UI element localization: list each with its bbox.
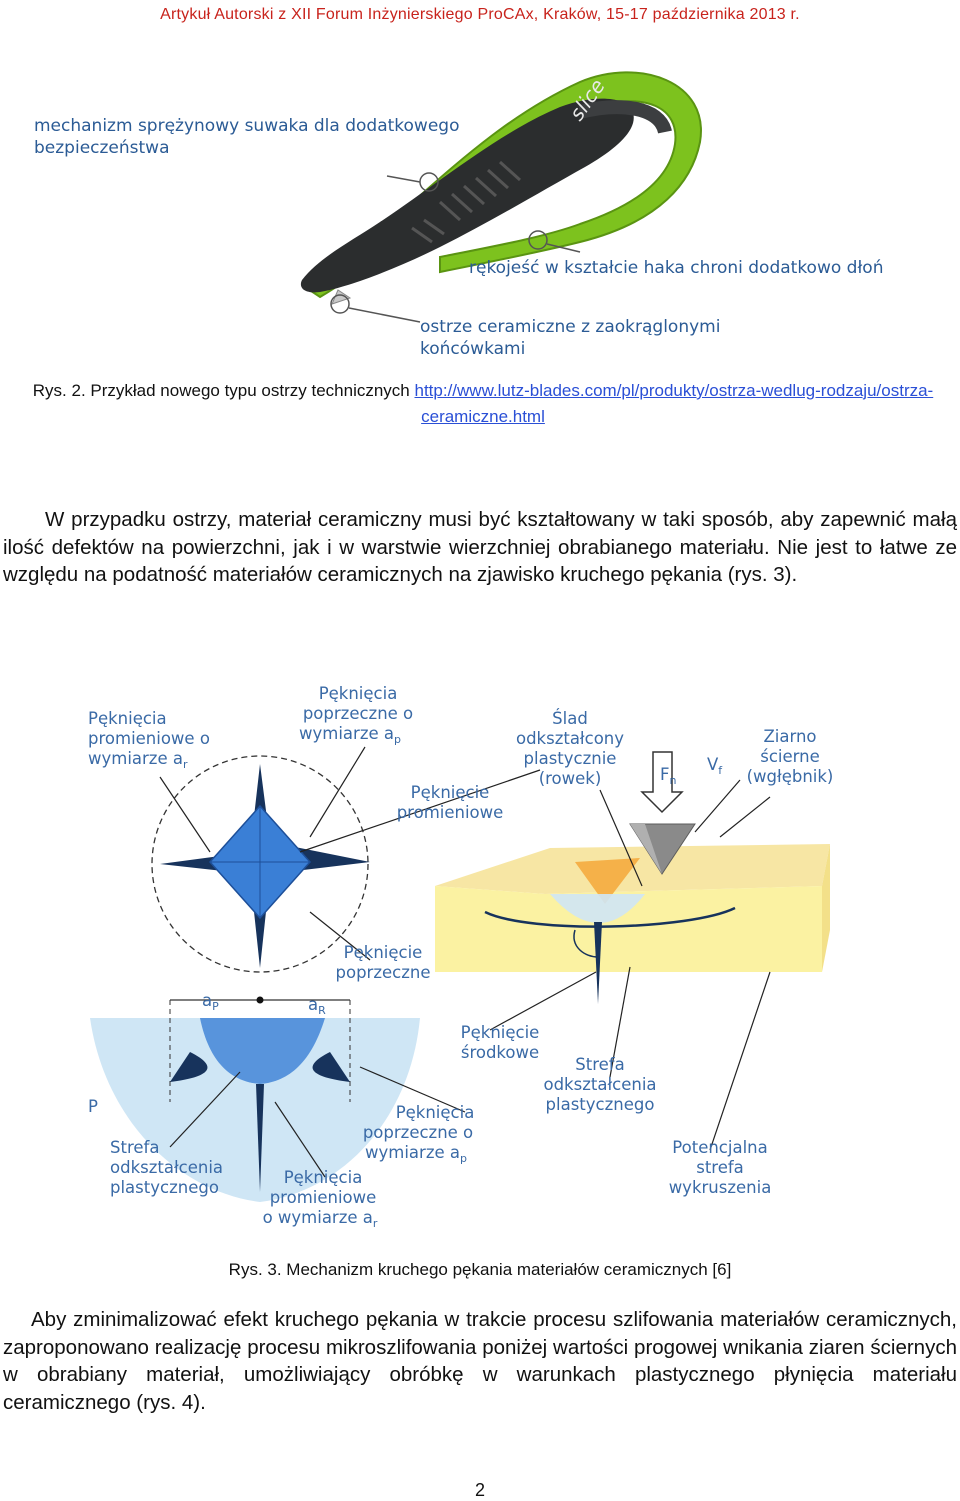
label-radial-cracks-ar: Pęknięcia promieniowe o wymiarze $a_r$ <box>88 709 210 771</box>
figure-3-caption: Rys. 3. Mechanizm kruchego pękania materiałów ceramicznych [6] <box>228 1260 732 1279</box>
label-transverse-cracks-ap: Pęknięcia poprzeczne o wymiarze $a_p$ <box>299 684 414 746</box>
running-header: Artykuł Autorski z XII Forum Inżynierskiego ProCAx, Kraków, 15-17 października 2013 r. <box>160 6 800 23</box>
workpiece-top <box>435 844 830 894</box>
source-link[interactable]: http://www.lutz-blades.com/pl/produkty/ostrza-wedlug-rodzaju/ostrza-ceramiczne.html <box>414 381 934 426</box>
figure-2-caption: Rys. 2. Przykład nowego typu ostrzy technicznych http://www.lutz-blades.com/pl/produkty/ostrza-wedlug-rodzaju/ostrza-ceramiczne.html <box>32 381 934 426</box>
label-force: $F_n$ <box>660 765 677 787</box>
brand-logo: slice <box>564 74 610 125</box>
label-radial-cracks-ar-bottom: Pęknięcia promieniowe o wymiarze $a_r$ <box>262 1168 378 1230</box>
label-dim-ap: $a_P$ <box>202 991 219 1013</box>
paragraph-microgrinding: Aby zminimalizować efekt kruchego pękania w trakcie procesu szlifowania materiałów ceramicznych, zaproponowano realizację procesu mikroszlifowania poniżej wartości progowej wnikania ziaren ściernych w obrabiany materiał, umożliwiający obróbkę w warunkach plastycznego płynięcia materiału ceramicznego (rys. 4). <box>3 1308 957 1414</box>
label-ceramic-blade-2: końcówkami <box>420 339 526 359</box>
label-ceramic-blade: ostrze ceramiczne z zaokrąglonymi <box>420 317 721 337</box>
figure-ceramic-knife <box>20 52 940 362</box>
label-plastic-trace: Ślad odkształcony plastycznie (rowek) <box>515 709 625 788</box>
label-p-marker: P <box>88 1097 98 1116</box>
indent-point-marker <box>257 997 264 1004</box>
label-transverse-cracks-ap-bottom: Pęknięcia poprzeczne o wymiarze $a_p$ <box>362 1103 475 1165</box>
label-transverse-crack: Pęknięcie poprzeczne <box>335 943 431 982</box>
label-radial-crack: Pęknięcie promieniowe <box>396 783 504 822</box>
figure-brittle-fracture <box>70 672 890 1240</box>
label-plastic-zone-left: Strefa odkształcenia plastycznego <box>110 1138 224 1197</box>
label-median-crack: Pęknięcie środkowe <box>460 1023 540 1062</box>
label-dim-ar: $a_R$ <box>308 995 326 1017</box>
label-spring-mechanism-2: bezpieczeństwa <box>34 138 170 158</box>
label-velocity: $V_f$ <box>707 755 723 777</box>
label-chipping-zone: Potencjalna strefa wykruszenia <box>668 1138 772 1197</box>
paragraph-blade-shaping: W przypadku ostrzy, materiał ceramiczny musi być kształtowany w taki sposób, aby zapewnić małą ilość defektów na powierzchni, jak i w warstwie wierzchniej obrabianego materiału. Nie jest to łatwe ze względu na podatność materiałów ceramicznych na zjawisko kruchego pękania (rys. 3). <box>3 508 957 586</box>
page-number: 2 <box>474 1480 485 1500</box>
label-hook-handle: rękojeść w kształcie haka chroni dodatkowo dłoń <box>469 258 884 278</box>
label-abrasive-grain: Ziarno ścierne (wgłębnik) <box>746 727 834 786</box>
label-plastic-zone-right: Strefa odkształcenia plastycznego <box>543 1055 657 1114</box>
label-spring-mechanism: mechanizm sprężynowy suwaka dla dodatkowego <box>34 116 460 136</box>
